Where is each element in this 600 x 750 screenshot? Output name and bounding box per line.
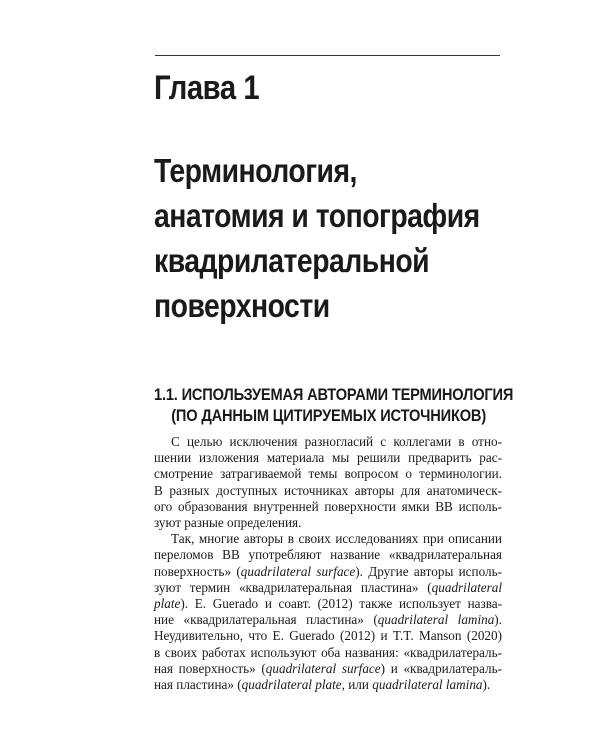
italic-term: quadrilateral surface xyxy=(265,660,381,676)
section-heading-line1: 1.1. ИСПОЛЬЗУЕМАЯ АВТОРАМИ ТЕРМИНОЛОГИЯ xyxy=(154,385,514,404)
text-line xyxy=(154,596,502,612)
text-line: зуют разные определения. xyxy=(154,515,302,531)
text-line xyxy=(154,612,502,628)
text-line: Так, многие авторы в своих исследованиях при описании xyxy=(171,531,502,547)
text-line: В разных доступных источниках авторы для анатомическ- xyxy=(154,482,502,498)
text-line: смотрение затрагиваемой темы вопросом о терминологии. xyxy=(154,466,502,482)
italic-term: plate xyxy=(154,596,181,612)
text-run: поверхность» ( xyxy=(154,563,241,579)
section-heading xyxy=(154,384,515,426)
text-line xyxy=(154,661,502,677)
text-run: зуют термин «квадрилатеральная пластина» ( xyxy=(154,579,432,595)
chapter-title-line: анатомия и топография xyxy=(154,197,480,234)
chapter-title xyxy=(154,148,515,328)
text-line: С целью исключения разногласий с коллегами в отно- xyxy=(171,434,502,449)
text-line: шении изложения материала мы решили предварить рас- xyxy=(154,450,502,466)
body-text xyxy=(154,434,502,693)
text-line: ого образования внутренней поверхности ямки ВВ исполь- xyxy=(154,498,502,514)
paragraph-1 xyxy=(154,434,502,531)
paragraph-2 xyxy=(154,531,502,693)
italic-term: quadrilateral surface xyxy=(240,563,356,579)
chapter-title-line: поверхности xyxy=(154,287,330,324)
text-line xyxy=(154,580,502,596)
top-rule xyxy=(155,55,500,56)
text-line: переломов ВВ употребляют название «квадрилатеральная xyxy=(154,547,502,563)
text-run: ). E. Guerado и соавт. (2012) также использует назва- xyxy=(180,596,502,612)
text-run: ). xyxy=(494,612,502,628)
italic-term: quadrilateral lamina xyxy=(372,677,483,693)
text-line xyxy=(154,677,502,693)
text-run: ). Другие авторы исполь- xyxy=(355,563,502,579)
chapter-label: Глава 1 xyxy=(154,69,260,107)
text-line: Неудивительно, что E. Guerado (2012) и T.T. Manson (2020) xyxy=(154,628,502,644)
text-run: ная поверхность» ( xyxy=(154,660,266,676)
text-line xyxy=(154,564,502,580)
text-run: ная пластина» ( xyxy=(154,677,242,693)
text-run: ). xyxy=(482,677,491,693)
text-line: в своих работах используют оба названия: «квадрилатераль- xyxy=(154,644,502,660)
text-run: ние «квадрилатеральная пластина» ( xyxy=(154,612,378,628)
italic-term: quadrilateral plate xyxy=(241,677,342,693)
italic-term: quadrilateral lamina xyxy=(377,612,495,628)
text-run: ) и «квадрилатераль- xyxy=(380,660,502,676)
chapter-title-line: квадрилатеральной xyxy=(154,242,430,279)
italic-term: quadrilateral xyxy=(431,579,502,595)
section-heading-line2: (ПО ДАННЫМ ЦИТИРУЕМЫХ ИСТОЧНИКОВ) xyxy=(171,406,487,425)
text-run: , или xyxy=(341,677,373,693)
chapter-title-line: Терминология, xyxy=(154,152,357,189)
